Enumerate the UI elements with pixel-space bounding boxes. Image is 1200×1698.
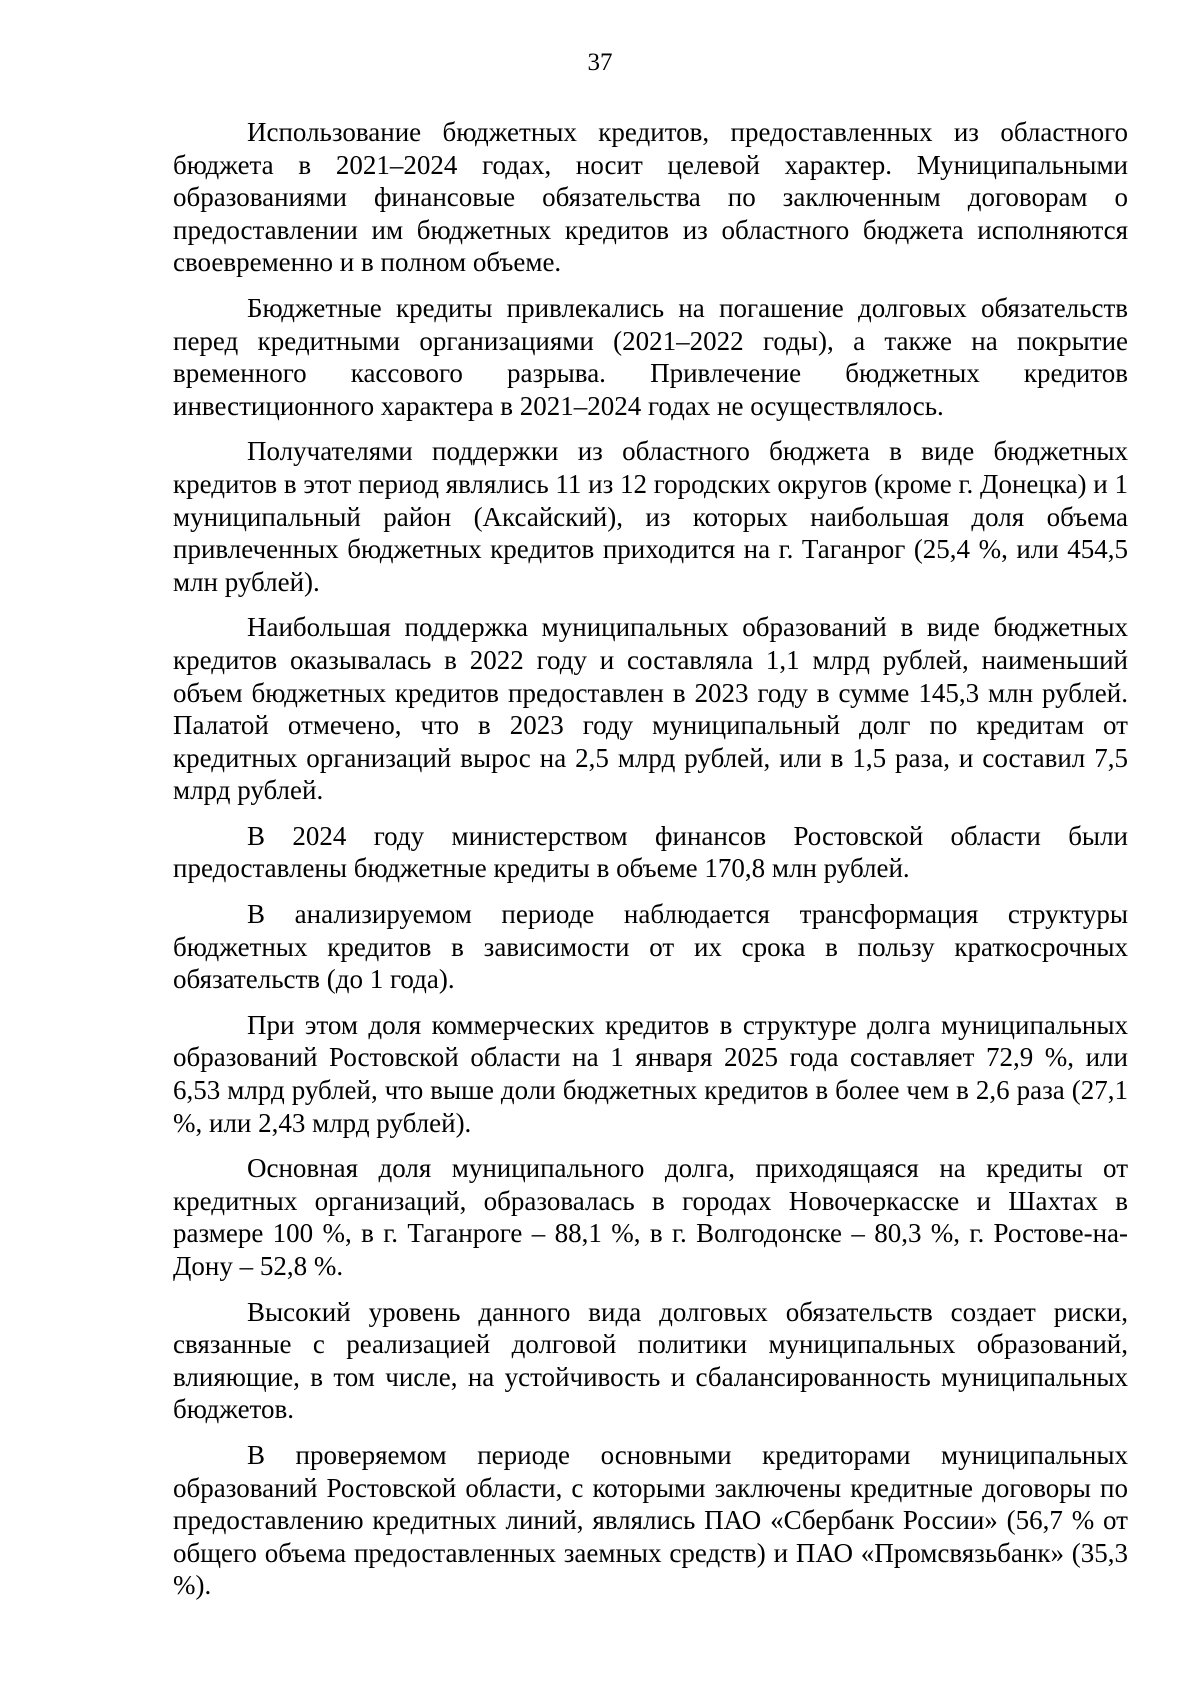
page-number: 37 bbox=[587, 49, 613, 76]
document-body bbox=[173, 116, 1128, 1615]
paragraph-8: Основная доля муниципального долга, приходящаяся на кредиты от кредитных организаций, образовалась в городах Новочеркасске и Шахтах в размере 100 %, в г. Таганроге – 88,1 %, в г. Волгодонске – 80,3 %, г. Ростове-на-Дону – 52,8 %. bbox=[173, 1153, 1128, 1281]
paragraph-9: Высокий уровень данного вида долговых обязательств создает риски, связанные с реализацией долговой политики муниципальных образований, влияющие, в том числе, на устойчивость и сбалансированность муниципальных бюджетов. bbox=[173, 1296, 1128, 1425]
paragraph-10: В проверяемом периоде основными кредиторами муниципальных образований Ростовской области, с которыми заключены кредитные договоры по предоставлению кредитных линий, являлись ПАО «Сбербанк России» (56,7 % от общего объема предоставленных заемных средств) и ПАО «Промсвязьбанк» (35,3 %). bbox=[173, 1439, 1128, 1601]
paragraph-4: Наибольшая поддержка муниципальных образований в виде бюджетных кредитов оказывалась в 2022 году и составляла 1,1 млрд рублей, наименьший объем бюджетных кредитов предоставлен в 2023 году в сумме 145,3 млн рублей. Палатой отмечено, что в 2023 году муниципальный долг по кредитам от кредитных организаций вырос на 2,5 млрд рублей, или в 1,5 раза, и составил 7,5 млрд рублей. bbox=[173, 612, 1128, 806]
paragraph-1: Использование бюджетных кредитов, предоставленных из областного бюджета в 2021–2024 годах, носит целевой характер. Муниципальными образованиями финансовые обязательства по заключенным договорам о предоставлении им бюджетных кредитов из областного бюджета исполняются своевременно и в полном объеме. bbox=[173, 117, 1128, 278]
paragraph-3: Получателями поддержки из областного бюджета в виде бюджетных кредитов в этот период являлись 11 из 12 городских округов (кроме г. Донецка) и 1 муниципальный район (Аксайский), из которых наибольшая доля объема привлеченных бюджетных кредитов приходится на г. Таганрог (25,4 %, или 454,5 млн рублей). bbox=[173, 436, 1128, 597]
paragraph-5: В 2024 году министерством финансов Ростовской области были предоставлены бюджетные кредиты в объеме 170,8 млн рублей. bbox=[173, 820, 1128, 884]
paragraph-2: Бюджетные кредиты привлекались на погашение долговых обязательств перед кредитными организациями (2021–2022 годы), а также на покрытие временного кассового разрыва. Привлечение бюджетных кредитов инвестиционного характера в 2021–2024 годах не осуществлялось. bbox=[173, 292, 1128, 421]
paragraph-6: В анализируемом периоде наблюдается трансформация структуры бюджетных кредитов в зависимости от их срока в пользу краткосрочных обязательств (до 1 года). bbox=[173, 899, 1128, 995]
paragraph-7: При этом доля коммерческих кредитов в структуре долга муниципальных образований Ростовской области на 1 января 2025 года составляет 72,9 %, или 6,53 млрд рублей, что выше доли бюджетных кредитов в более чем в 2,6 раза (27,1 %, или 2,43 млрд рублей). bbox=[173, 1009, 1128, 1138]
